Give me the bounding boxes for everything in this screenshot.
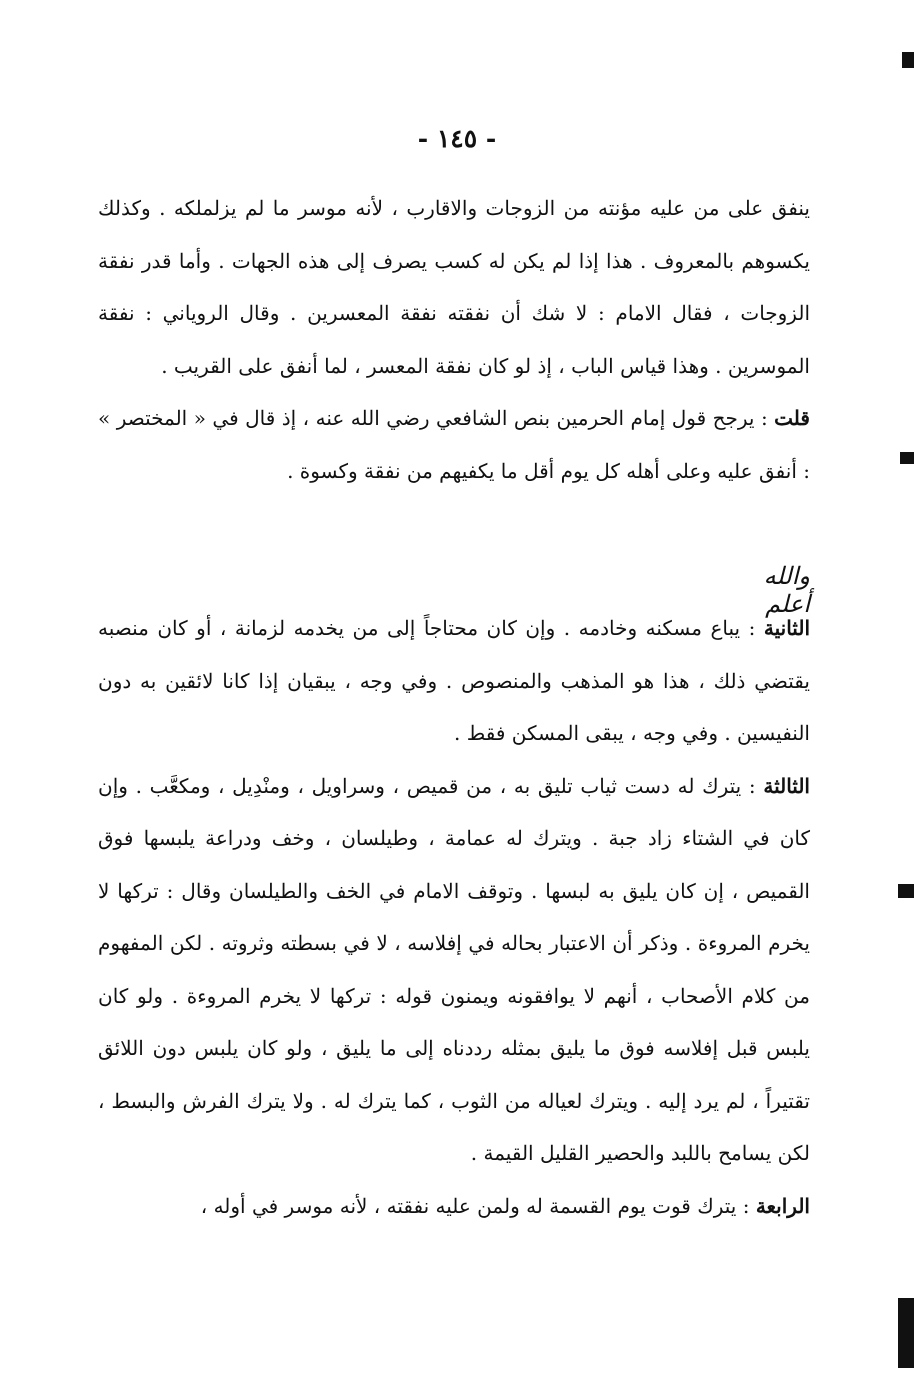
scan-edge-mark <box>902 52 914 68</box>
scan-edge-mark <box>900 452 914 464</box>
paragraph <box>98 760 810 1180</box>
paragraph <box>98 602 810 760</box>
page-number: - ١٤٥ - <box>417 124 497 153</box>
scan-edge-mark <box>898 1298 914 1368</box>
paragraph-lead: الثانية <box>763 616 810 640</box>
paragraph-lead: الثالثة <box>763 773 810 798</box>
paragraph-text: : يرجح قول إمام الحرمين بنص الشافعي رضي الله عنه ، إذ قال في « المختصر » : أنفق عليه وعلى أهله كل يوم أقل ما يكفيهم من نفقة وكسوة . <box>98 406 810 483</box>
page-body <box>98 182 810 1232</box>
signoff: والله أعلم <box>763 562 810 618</box>
signoff-spacer <box>98 497 810 602</box>
paragraph <box>98 1180 810 1233</box>
paragraph <box>98 182 810 392</box>
paragraph-text: ينفق على من عليه مؤنته من الزوجات والاقارب ، لأنه موسر ما لم يزلملكه . وكذلك يكسوهم بالمعروف . هذا إذا لم يكن له كسب يصرف إلى هذه الجهات . وأما قدر نفقة الزوجات ، فقال الامام : لا شك أن نفقته نفقة المعسرين . وقال الروياني : نفقة الموسرين . وهذا قياس الباب ، إذ لو كان نفقة المعسر ، لما أنفق على القريب . <box>98 196 810 378</box>
paragraph-text: : يترك له دست ثياب تليق به ، من قميص ، وسراويل ، ومنْدِيل ، ومكعَّب . وإن كان في الشتاء زاد جبة . ويترك له عمامة ، وطيلسان ، وخف ودراعة يلبسها فوق القميص ، إن كان يليق به لبسها . وتوقف الامام في الخف والطيلسان وقال : تركها لا يخرم المروءة . وذكر أن الاعتبار بحاله في إفلاسه ، لا في بسطته وثروته . لكن المفهوم من كلام الأصحاب ، أنهم لا يوافقونه ويمنون قوله : تركها لا يخرم المروءة . ولو كان يلبس قبل إفلاسه فوق ما يليق بمثله رددناه إلى ما يليق ، ولو كان يلبس دون اللائق تقتيراً ، لم يرد إليه . ويترك لعياله من الثوب ، كما يترك له . ولا يترك الفرش والبسط ، لكن يسامح باللبد والحصير القليل القيمة . <box>98 773 810 1165</box>
paragraph-lead: قلت <box>774 406 810 430</box>
scan-edge-mark <box>898 884 914 898</box>
paragraph-text: : يباع مسكنه وخادمه . وإن كان محتاجاً إلى من يخدمه لزمانة ، أو كان منصبه يقتضي ذلك ، هذا هو المذهب والمنصوص . وفي وجه ، يبقيان إذا كانا لائقين به دون النفيسين . وفي وجه ، يبقى المسكن فقط . <box>98 616 810 745</box>
paragraph-lead: الرابعة <box>755 1193 810 1218</box>
paragraph-text: : يترك قوت يوم القسمة له ولمن عليه نفقته ، لأنه موسر في أوله ، <box>200 1193 756 1218</box>
paragraph <box>98 392 810 497</box>
